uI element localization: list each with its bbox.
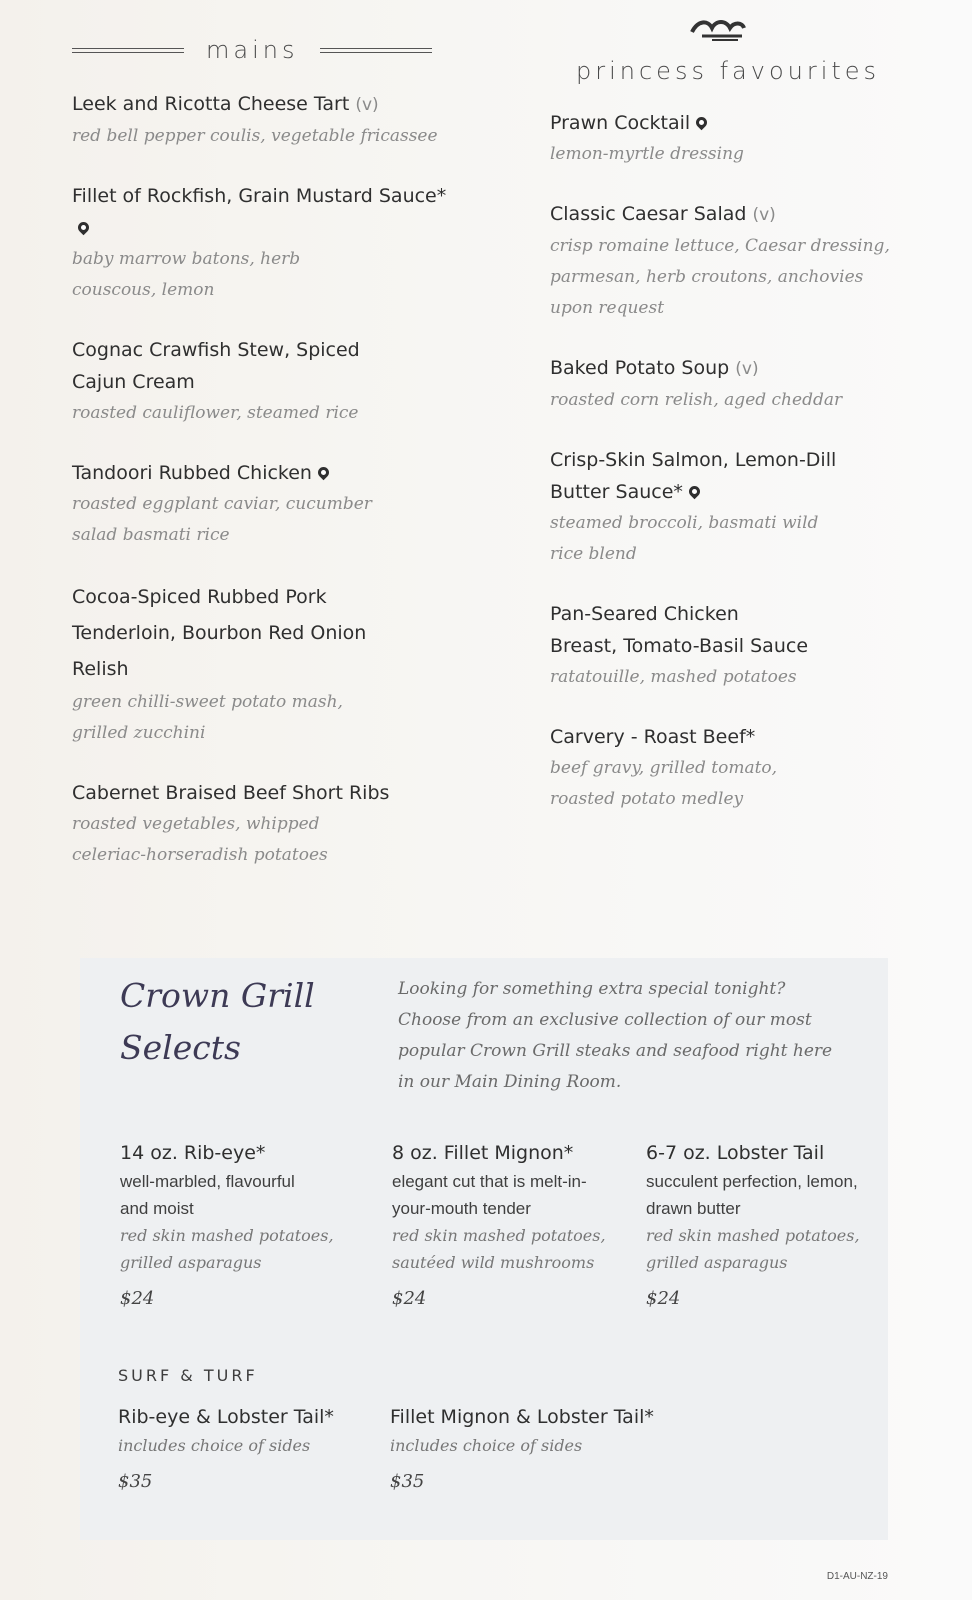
item-description: green chilli-sweet potato mash, grilled zucchini	[72, 692, 343, 743]
item-name: Leek and Ricotta Cheese Tart	[72, 93, 350, 115]
favourites-title: princess favourites	[576, 57, 881, 85]
item-description: steamed broccoli, basmati wild rice blend	[550, 513, 819, 564]
header-rule-left	[72, 48, 184, 53]
item-description: roasted eggplant caviar, cucumber salad basmati rice	[72, 494, 372, 545]
mains-header	[72, 30, 452, 70]
item-name: 8 oz. Fillet Mignon*	[392, 1142, 574, 1164]
grill-title-line2: Selects	[120, 1028, 241, 1067]
menu-item	[72, 180, 452, 306]
grill-title-line1: Crown Grill	[120, 976, 315, 1015]
item-sides: red skin mashed potatoes, grilled asparagus	[646, 1226, 860, 1272]
item-description: roasted cauliflower, steamed rice	[72, 403, 359, 423]
combo-item	[118, 1402, 388, 1492]
item-name: Cabernet Braised Beef Short Ribs	[72, 782, 390, 804]
item-name: Cognac Crawfish Stew, Spiced Cajun Cream	[72, 339, 360, 393]
grill-item	[392, 1138, 642, 1309]
item-description: baby marrow batons, herb couscous, lemon	[72, 249, 301, 300]
menu-code: D1-AU-NZ-19	[826, 1571, 888, 1582]
item-price: $35	[390, 1471, 425, 1492]
item-description: beef gravy, grilled tomato, roasted potato medley	[550, 758, 778, 809]
map-pin-icon	[76, 220, 92, 236]
menu-item	[72, 579, 452, 749]
menu-item	[72, 334, 452, 429]
item-price: $24	[646, 1288, 681, 1309]
header-rule-right	[320, 48, 432, 53]
item-description: roasted vegetables, whipped celeriac-horseradish potatoes	[72, 814, 328, 865]
grill-title	[120, 970, 315, 1074]
item-price: $24	[120, 1288, 155, 1309]
item-description: red bell pepper coulis, vegetable fricassee	[72, 126, 438, 146]
item-subtitle: well-marbled, flavourful and moist	[120, 1172, 295, 1218]
menu-item	[550, 444, 910, 570]
favourites-column	[550, 14, 910, 815]
item-sides: includes choice of sides	[390, 1436, 583, 1455]
item-subtitle: succulent perfection, lemon, drawn butter	[646, 1172, 858, 1218]
item-name: 6-7 oz. Lobster Tail	[646, 1142, 825, 1164]
item-price: $35	[118, 1471, 153, 1492]
item-name: Pan-Seared Chicken Breast, Tomato-Basil Sauce	[550, 603, 809, 657]
item-name: Classic Caesar Salad	[550, 203, 747, 225]
menu-item	[550, 107, 910, 170]
map-pin-icon	[687, 484, 703, 500]
map-pin-icon	[316, 465, 332, 481]
item-name: Crisp-Skin Salmon, Lemon-Dill Butter Sauce*	[550, 449, 837, 503]
item-name: Prawn Cocktail	[550, 112, 691, 134]
item-sides: red skin mashed potatoes, grilled asparagus	[120, 1226, 334, 1272]
surf-turf-label: SURF & TURF	[118, 1366, 258, 1385]
grill-item	[120, 1138, 370, 1309]
menu-item	[72, 88, 452, 152]
item-price: $24	[392, 1288, 427, 1309]
item-sides: red skin mashed potatoes, sautéed wild mushrooms	[392, 1226, 606, 1272]
item-name: Cocoa-Spiced Rubbed Pork Tenderloin, Bourbon Red Onion Relish	[72, 586, 367, 680]
item-sides: includes choice of sides	[118, 1436, 311, 1455]
vegetarian-tag: (v)	[355, 95, 379, 115]
menu-item	[550, 198, 910, 324]
menu-item	[72, 457, 452, 551]
menu-item	[550, 598, 910, 693]
vegetarian-tag: (v)	[735, 359, 759, 379]
item-description: roasted corn relish, aged cheddar	[550, 390, 843, 410]
item-name: Rib-eye & Lobster Tail*	[118, 1406, 334, 1428]
item-name: Carvery - Roast Beef*	[550, 726, 756, 748]
menu-item	[550, 721, 910, 815]
item-description: crisp romaine lettuce, Caesar dressing, parmesan, herb croutons, anchovies upon request	[550, 236, 890, 318]
item-name: Fillet Mignon & Lobster Tail*	[390, 1406, 654, 1428]
grill-intro: Looking for something extra special tonight? Choose from an exclusive collection of our most popular Crown Grill steaks and seafood right here in our Main Dining Room.	[398, 979, 833, 1092]
item-description: lemon-myrtle dressing	[550, 144, 744, 164]
item-subtitle: elegant cut that is melt-in-your-mouth tender	[392, 1172, 587, 1218]
mains-title: mains	[206, 36, 299, 64]
vegetarian-tag: (v)	[752, 205, 776, 225]
menu-item	[72, 777, 452, 871]
item-name: 14 oz. Rib-eye*	[120, 1142, 266, 1164]
combo-item	[390, 1402, 660, 1492]
item-name: Fillet of Rockfish, Grain Mustard Sauce*	[72, 185, 447, 207]
grill-item	[646, 1138, 876, 1309]
item-name: Baked Potato Soup	[550, 357, 730, 379]
menu-item	[550, 352, 910, 416]
mains-column	[72, 30, 452, 871]
item-name: Tandoori Rubbed Chicken	[72, 462, 312, 484]
item-description: ratatouille, mashed potatoes	[550, 667, 797, 687]
crown-grill-panel	[80, 958, 888, 1540]
wave-logo-icon	[688, 14, 748, 42]
map-pin-icon	[694, 115, 710, 131]
